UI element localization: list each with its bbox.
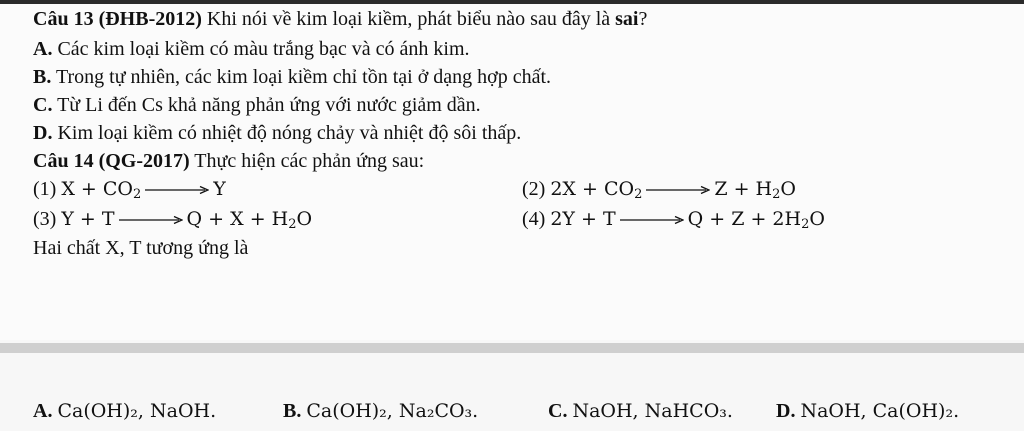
q13-emphasis: sai (615, 8, 639, 30)
reaction-4: (4) 2Y + T $Q + Z + 2H_2O$ (522, 208, 825, 232)
q13-label: Câu 13 (ĐHB-2012) (33, 8, 202, 30)
q13-stem: Câu 13 (ĐHB-2012) Khi nói về kim loại kiềm, phát biểu nào sau đây là sai? (33, 8, 648, 30)
arrow-icon (119, 215, 183, 225)
arrow-icon (646, 185, 710, 195)
q14-stem: Câu 14 (QG-2017) Thực hiện các phản ứng sau: (33, 150, 425, 172)
q14-question: Hai chất X, T tương ứng là (33, 237, 249, 259)
reaction-3: (3) Y + T $Q + X + H_2O$ (33, 208, 313, 232)
arrow-icon (145, 185, 209, 195)
q13-option-a: A. Các kim loại kiềm có màu trắng bạc và có ánh kim. (33, 38, 470, 60)
q13-option-c: C. Từ Li đến Cs khả năng phản ứng với nước giảm dần. (33, 94, 481, 116)
q13-option-b: B. Trong tự nhiên, các kim loại kiềm chỉ tồn tại ở dạng hợp chất. (33, 66, 552, 88)
reaction-2: (2) $2X + CO_2$ $Z + H_2O$ (522, 178, 796, 202)
arrow-icon (620, 215, 684, 225)
q14-label: Câu 14 (QG-2017) (33, 150, 190, 172)
divider (0, 343, 1024, 353)
reaction-1: (1) $X + CO_2$ Y (33, 178, 226, 202)
answer-a[interactable]: A. Ca(OH)₂, NaOH. (33, 400, 217, 422)
q13-option-d: D. Kim loại kiềm có nhiệt độ nóng chảy và nhiệt độ sôi thấp. (33, 122, 522, 144)
answer-c[interactable]: C. NaOH, NaHCO₃. (548, 400, 733, 422)
answer-d[interactable]: D. NaOH, Ca(OH)₂. (776, 400, 960, 422)
answer-b[interactable]: B. Ca(OH)₂, Na₂CO₃. (283, 400, 479, 422)
